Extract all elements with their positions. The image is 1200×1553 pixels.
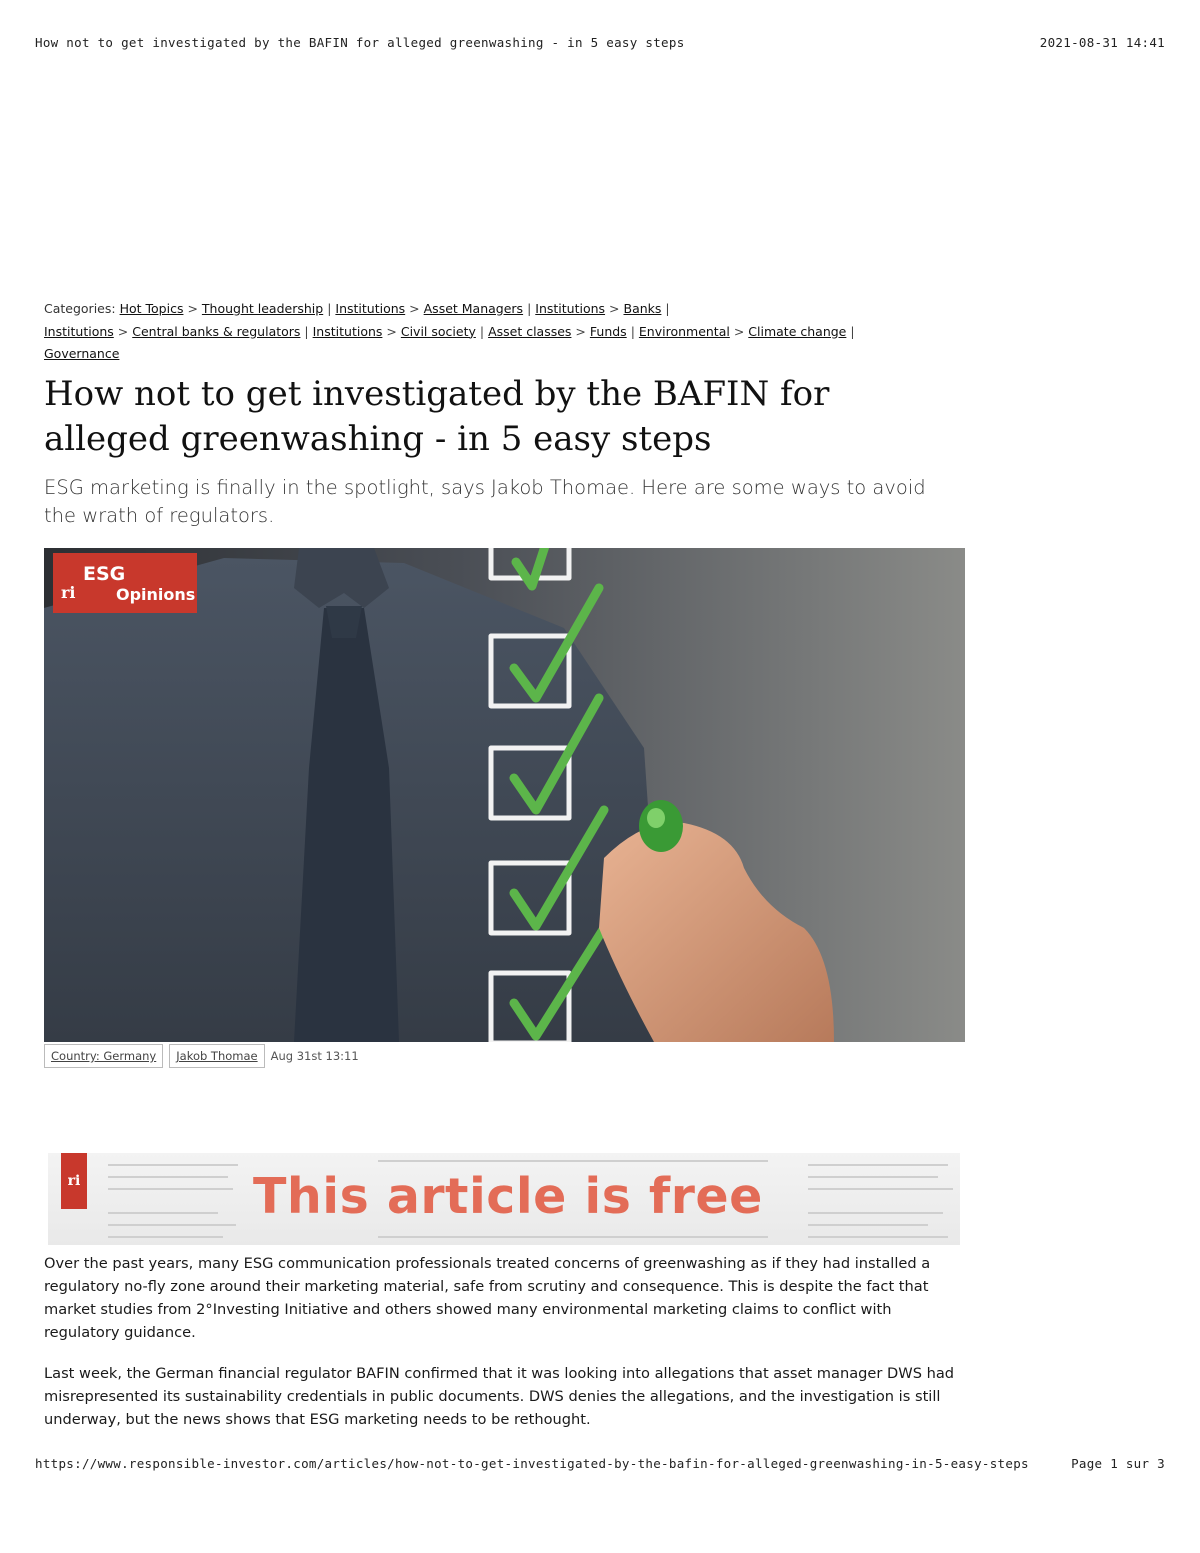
esg-opinions-badge [53, 553, 197, 613]
separator: | [665, 301, 670, 316]
article-paragraph: Last week, the German financial regulator BAFIN confirmed that it was looking into allegations that asset manager DWS had misrepresented its sustainability credentials in public documents. DWS denies the allegations, and the investigation is still underway, but the news shows that ESG marketing needs to be rethought. [44, 1365, 955, 1428]
category-link[interactable]: Thought leadership [201, 301, 324, 316]
separator: > [609, 301, 620, 316]
category-link[interactable]: Institutions [44, 323, 114, 339]
category-link[interactable]: Funds [589, 323, 627, 339]
print-header-title: How not to get investigated by the BAFIN for alleged greenwashing - in 5 easy steps [35, 35, 685, 50]
print-footer-url: https://www.responsible-investor.com/articles/how-not-to-get-investigated-by-the-bafin-for-alleged-greenwashing-in-5-easy-steps [35, 1456, 1029, 1471]
free-article-banner [48, 1153, 960, 1245]
separator: | [304, 323, 309, 339]
print-header-datetime: 2021-08-31 14:41 [1039, 35, 1165, 50]
separator: | [850, 323, 855, 339]
print-header [35, 35, 1165, 50]
separator: > [575, 323, 586, 339]
badge-subtitle: Opinions [116, 585, 196, 604]
separator: > [733, 323, 745, 339]
tag-author[interactable]: Jakob Thomae [169, 1044, 264, 1068]
hero-image [44, 548, 965, 1042]
article-date: Aug 31st 13:11 [270, 1049, 359, 1063]
category-link[interactable]: Civil society [400, 323, 476, 339]
article-meta [44, 1044, 359, 1068]
hero-illustration [44, 548, 965, 1042]
separator: > [187, 301, 198, 316]
category-link[interactable]: Institutions [535, 301, 606, 316]
badge-title: ESG [83, 563, 126, 585]
article-title: How not to get investigated by the BAFIN for alleged greenwashing - in 5 easy steps [44, 374, 830, 459]
separator: > [409, 301, 420, 316]
separator: > [117, 323, 129, 339]
free-article-text: This article is free [253, 1168, 763, 1225]
category-link[interactable]: Asset classes [488, 323, 572, 339]
category-link[interactable]: Governance [44, 346, 120, 361]
category-link[interactable]: Climate change [748, 323, 847, 339]
category-link[interactable]: Hot Topics [119, 301, 184, 316]
category-link[interactable]: Institutions [312, 323, 383, 339]
article-paragraph: Over the past years, many ESG communication professionals treated concerns of greenwashing as if they had installed a regulatory no-fly zone around their marketing material, safe from scrutiny and consequence. This is despite the fact that market studies from 2°Investing Initiative and others showed many environmental marketing claims to conflict with regulatory guidance. [44, 1255, 931, 1341]
ri-logo-mark: ri [61, 583, 76, 602]
category-link[interactable]: Central banks & regulators [132, 323, 301, 339]
article-subtitle: ESG marketing is finally in the spotlight, says Jakob Thomae. Here are some ways to avoid the wrath of regulators. [44, 476, 926, 527]
category-link[interactable]: Banks [623, 301, 662, 316]
ri-logo-icon: ri [61, 1153, 87, 1209]
categories-list [44, 298, 944, 366]
category-link[interactable]: Institutions [335, 301, 406, 316]
print-footer-page: Page 1 sur 3 [1071, 1456, 1165, 1471]
category-link[interactable]: Environmental [638, 323, 730, 339]
separator: | [527, 301, 532, 316]
separator: | [479, 323, 485, 339]
separator: | [327, 301, 332, 316]
separator: > [386, 323, 397, 339]
print-footer [35, 1456, 1165, 1471]
tag-country[interactable]: Country: Germany [44, 1044, 163, 1068]
categories-label: Categories: [44, 301, 116, 316]
separator: | [630, 323, 635, 339]
category-link[interactable]: Asset Managers [423, 301, 524, 316]
